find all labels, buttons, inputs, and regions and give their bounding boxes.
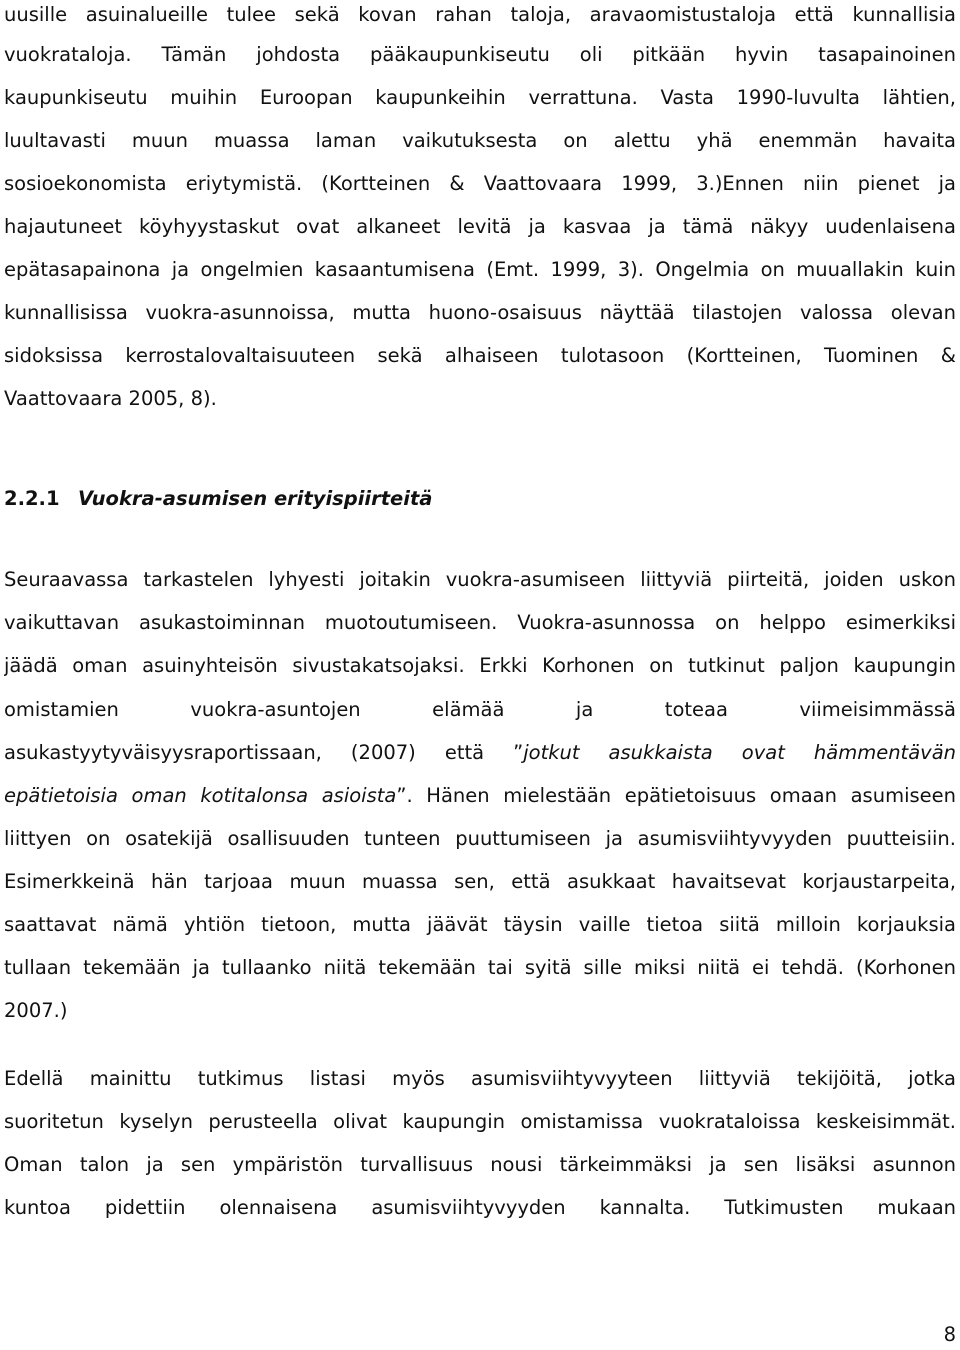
text-line: Oman talon ja sen ympäristön turvallisuus nousi tärkeimmäksi ja sen lisäksi asunnon	[4, 1153, 956, 1176]
text-line: liittyen on osatekijä osallisuuden tunteen puuttumiseen ja asumisviihtyvyyden puutteisiin.	[4, 827, 956, 850]
text-line: suoritetun kyselyn perusteella olivat kaupungin omistamissa vuokrataloissa keskeisimmät.	[4, 1110, 956, 1133]
quote-text: epätietoisia oman kotitalonsa asioista	[4, 784, 397, 807]
page-number: 8	[943, 1323, 956, 1346]
text-line: luultavasti muun muassa laman vaikutuksesta on alettu yhä enemmän havaita	[4, 129, 956, 152]
quote-text: jotkut asukkaista ovat hämmentävän	[523, 741, 956, 764]
text-line: kunnallisissa vuokra-asunnoissa, mutta huono-osaisuus näyttää tilastojen valossa olevan	[4, 301, 956, 324]
text-line: kaupunkiseutu muihin Euroopan kaupunkeihin verrattuna. Vasta 1990-luvulta lähtien,	[4, 86, 956, 109]
text-line: Edellä mainittu tutkimus listasi myös asumisviihtyvyyteen liittyviä tekijöitä, jotka	[4, 1067, 956, 1090]
text-line: sosioekonomista eriytymistä. (Kortteinen & Vaattovaara 1999, 3.)Ennen niin pienet ja	[4, 172, 956, 195]
text-line: tullaan tekemään ja tullaanko niitä tekemään tai syitä sille miksi niitä ei tehdä. (Korhonen	[4, 956, 956, 979]
text-line: hajautuneet köyhyystaskut ovat alkaneet levitä ja kasvaa ja tämä näkyy uudenlaisena	[4, 215, 956, 238]
text-run: ”. Hänen mielestään epätietoisuus omaan asumiseen	[396, 784, 956, 807]
text-line: Seuraavassa tarkastelen lyhyesti joitakin vuokra-asumiseen liittyviä piirteitä, joiden uskon	[4, 568, 956, 591]
text-line: omistamien vuokra-asuntojen elämää ja toteaa viimeisimmässä	[4, 698, 956, 721]
section-number: 2.2.1	[4, 487, 60, 510]
text-line	[4, 738, 956, 768]
text-run: asukastyytyväisyysraportissaan, (2007) että ”	[4, 741, 524, 764]
text-line: 2007.)	[4, 999, 68, 1022]
text-line: jäädä oman asuinyhteisön sivustakatsojaksi. Erkki Korhonen on tutkinut paljon kaupungin	[4, 654, 956, 677]
text-line: Esimerkkeinä hän tarjoaa muun muassa sen, että asukkaat havaitsevat korjaustarpeita,	[4, 870, 956, 893]
text-line: uusille asuinalueille tulee sekä kovan rahan taloja, aravaomistustaloja että kunnallisia	[4, 3, 956, 26]
text-line: Vaattovaara 2005, 8).	[4, 387, 217, 410]
text-line: saattavat nämä yhtiön tietoon, mutta jäävät täysin vaille tietoa siitä milloin korjauksia	[4, 913, 956, 936]
text-line: vuokrataloja. Tämän johdosta pääkaupunkiseutu oli pitkään hyvin tasapainoinen	[4, 43, 956, 66]
section-title: Vuokra-asumisen erityispiirteitä	[78, 487, 433, 510]
text-line: kuntoa pidettiin olennaisena asumisviihtyvyyden kannalta. Tutkimusten mukaan	[4, 1196, 956, 1219]
text-line	[4, 781, 956, 811]
text-line: epätasapainona ja ongelmien kasaantumisena (Emt. 1999, 3). Ongelmia on muuallakin kuin	[4, 258, 956, 281]
section-heading	[4, 484, 956, 514]
text-line: vaikuttavan asukastoiminnan muotoutumiseen. Vuokra-asunnossa on helppo esimerkiksi	[4, 611, 956, 634]
text-line: sidoksissa kerrostalovaltaisuuteen sekä alhaiseen tulotasoon (Kortteinen, Tuominen &	[4, 344, 956, 367]
